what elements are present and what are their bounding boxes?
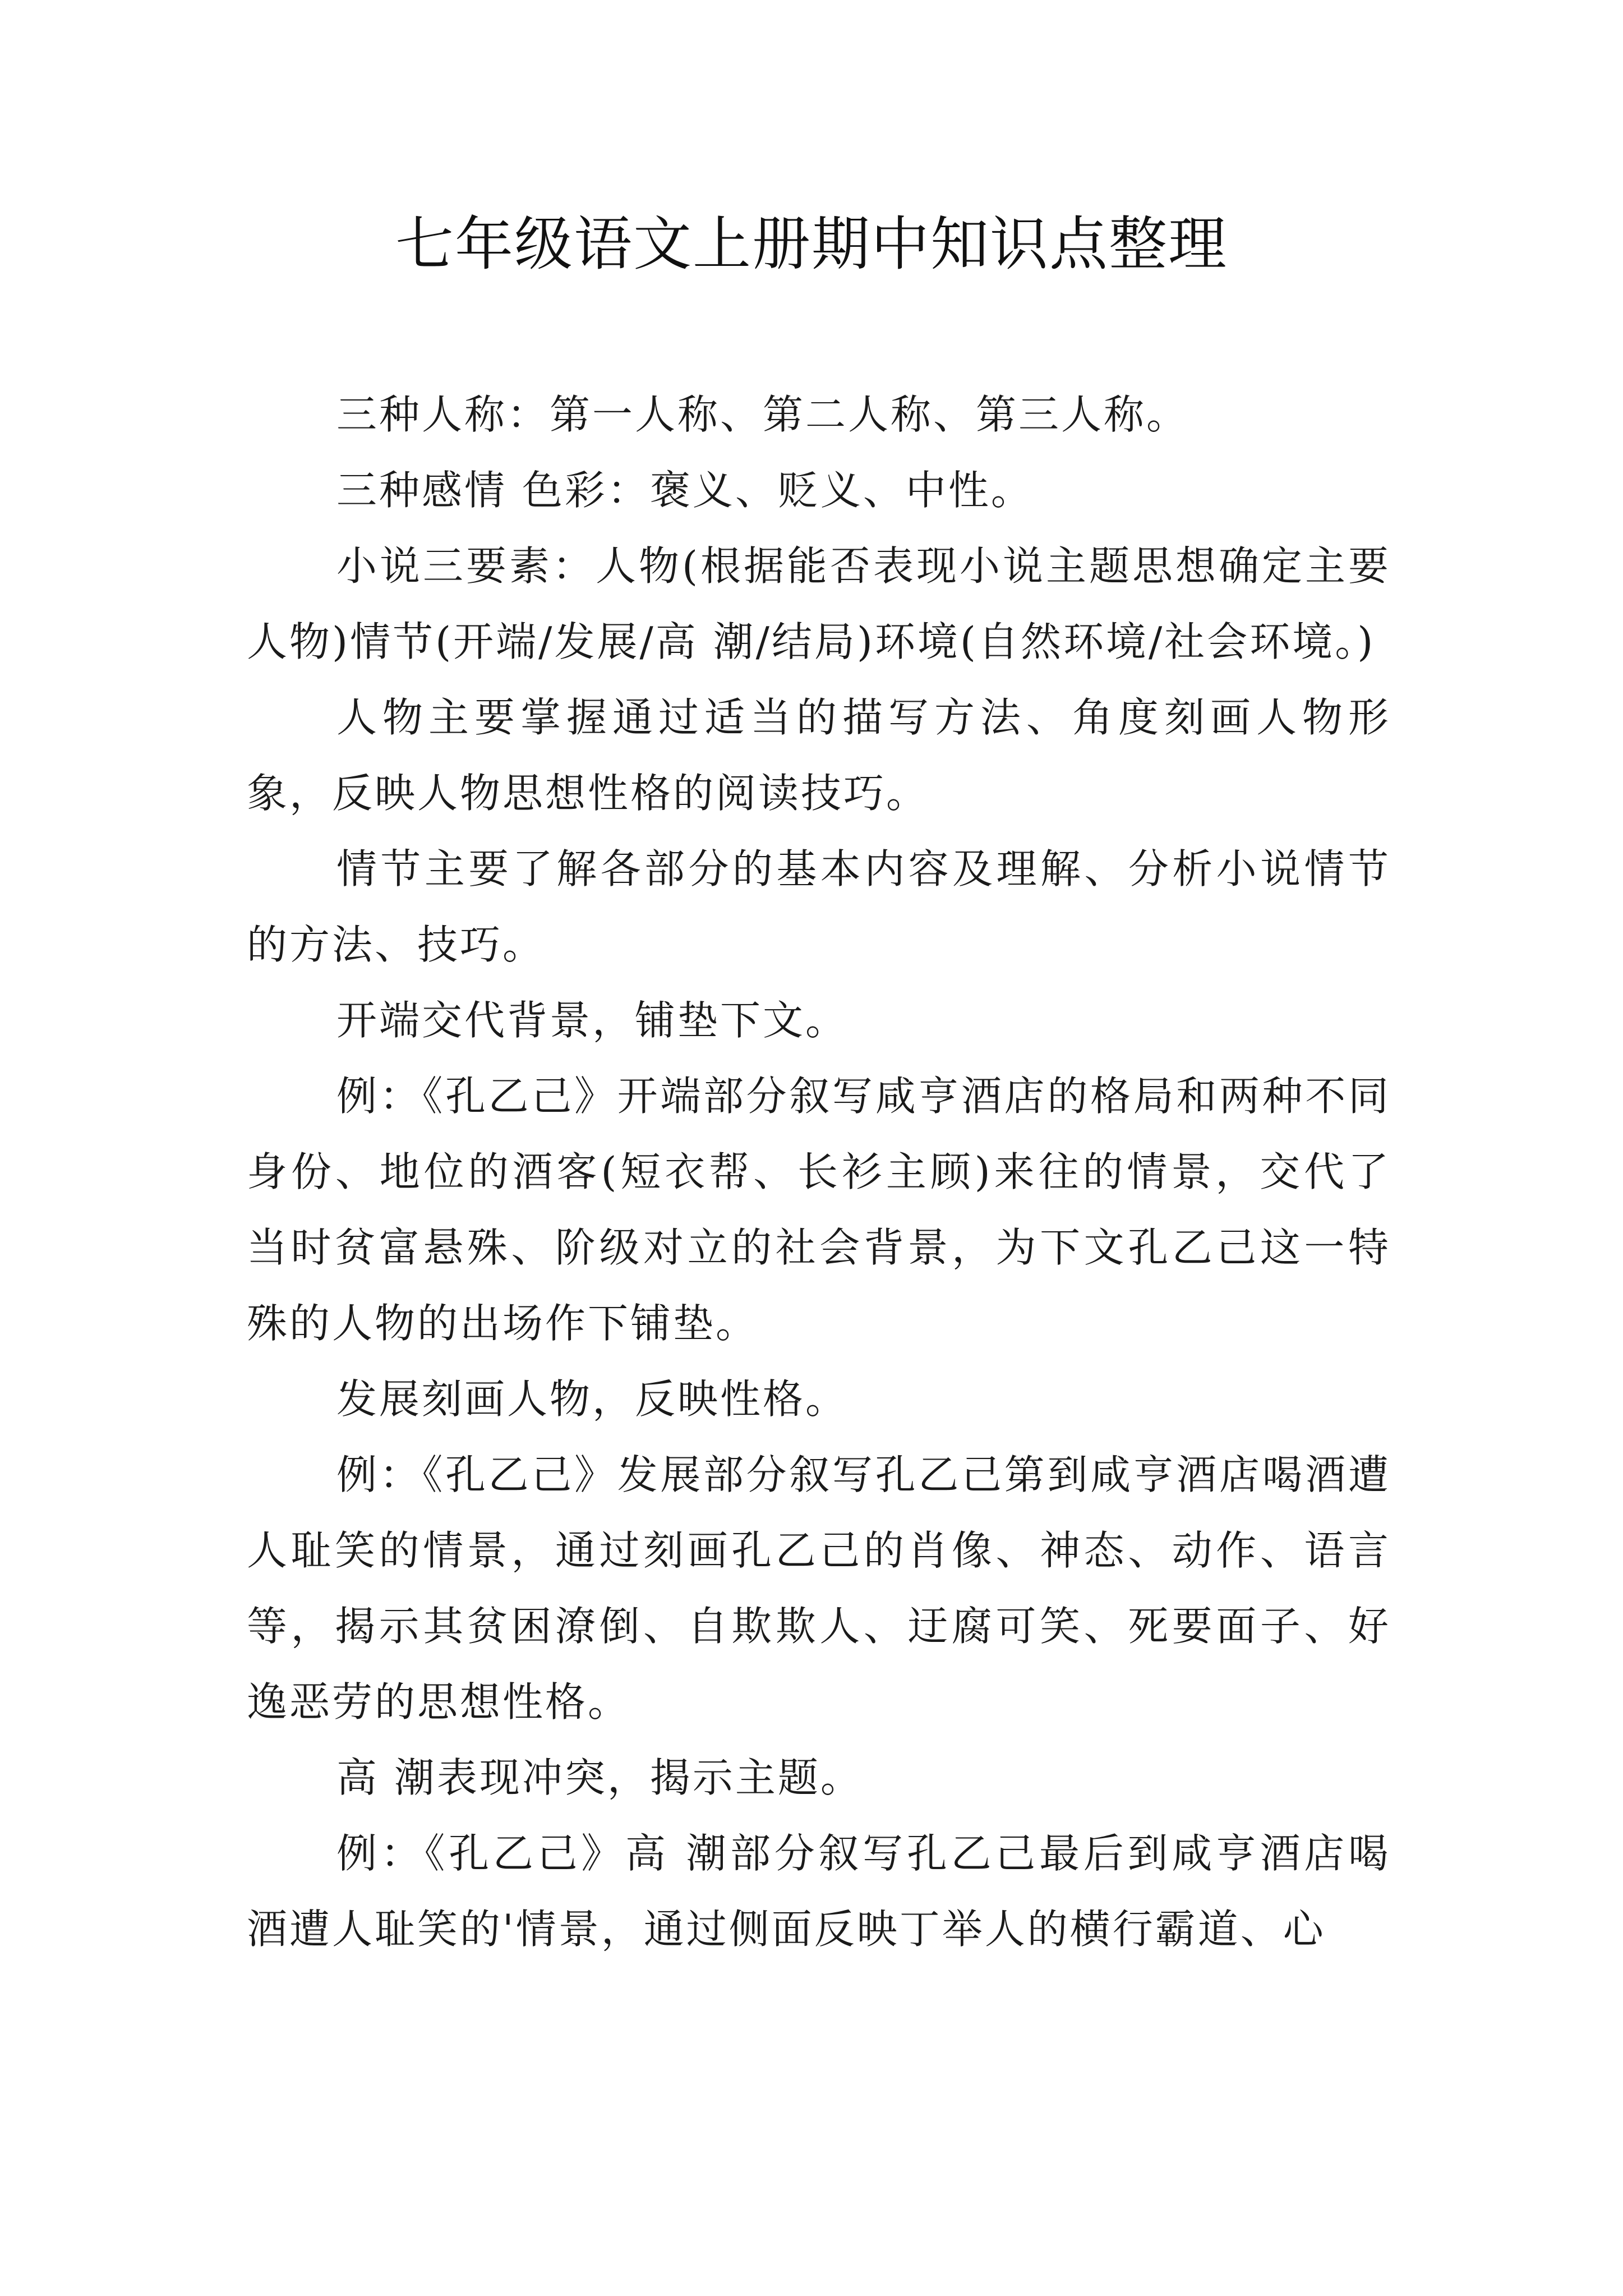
document-title: 七年级语文上册期中知识点整理 <box>395 210 1228 278</box>
paragraph-novel-elements: 小说三要素：人物(根据能否表现小说主题思想确定主要人物)情节(开端/发展/高 潮/结局)环境(自然环境/社会环境。) <box>247 542 1391 665</box>
paragraph-plot: 情节主要了解各部分的基本内容及理解、分析小说情节的方法、技巧。 <box>247 845 1391 968</box>
paragraph-opening: 开端交代背景，铺垫下文。 <box>336 997 849 1044</box>
paragraph-characters: 人物主要掌握通过适当的描写方法、角度刻画人物形象，反映人物思想性格的阅读技巧。 <box>247 694 1391 817</box>
paragraph-persons: 三种人称：第一人称、第二人称、第三人称。 <box>336 391 1189 438</box>
paragraph-climax: 高 潮表现冲突，揭示主题。 <box>336 1754 863 1801</box>
paragraph-development-example: 例：《孔乙己》发展部分叙写孔乙己第到咸亨酒店喝酒遭人耻笑的情景，通过刻画孔乙己的肖像、神态、动作、语言等，揭示其贫困潦倒、自欺欺人、迂腐可笑、死要面子、好逸恶劳的思想性格。 <box>247 1451 1391 1726</box>
document-body <box>247 377 1391 1967</box>
paragraph-development: 发展刻画人物，反映性格。 <box>336 1375 849 1423</box>
paragraph-climax-example: 例：《孔乙己》高 潮部分叙写孔乙己最后到咸亨酒店喝酒遭人耻笑的'情景，通过侧面反映丁举人的横行霸道、心 <box>247 1830 1391 1953</box>
paragraph-emotion-colors: 三种感情 色彩：褒义、贬义、中性。 <box>336 467 1034 514</box>
paragraph-opening-example: 例：《孔乙己》开端部分叙写咸亨酒店的格局和两种不同身份、地位的酒客(短衣帮、长衫主顾)来往的情景，交代了当时贫富悬殊、阶级对立的社会背景，为下文孔乙己这一特殊的人物的出场作下铺垫。 <box>247 1073 1391 1347</box>
